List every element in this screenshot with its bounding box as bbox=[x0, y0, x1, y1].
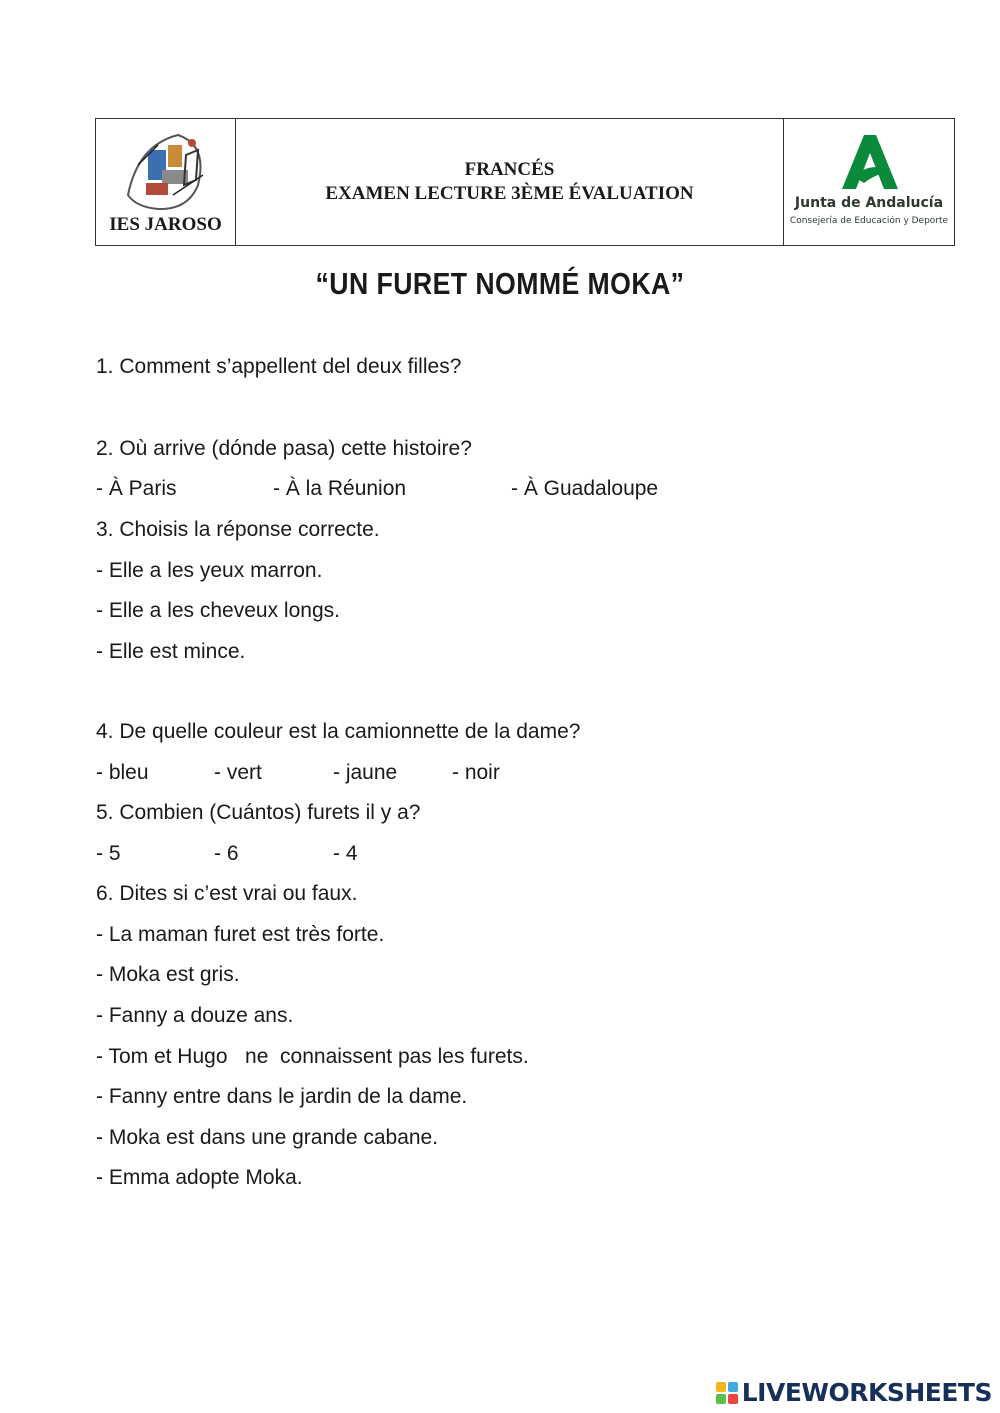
exam-title: EXAMEN LECTURE 3ÈME ÉVALUATION bbox=[325, 183, 694, 204]
q6-item: - Moka est gris. bbox=[96, 963, 240, 986]
q6-item: - Emma adopte Moka. bbox=[96, 1166, 303, 1189]
question-1: 1. Comment s’appellent del deux filles? bbox=[96, 355, 462, 378]
exam-title-cell bbox=[236, 119, 784, 245]
q2-option: - À Paris bbox=[96, 477, 177, 500]
q6-item: - Moka est dans une grande cabane. bbox=[96, 1126, 439, 1149]
school-name: IES JAROSO bbox=[109, 214, 222, 235]
subject-label: FRANCÉS bbox=[464, 159, 555, 180]
q5-option: - 5 bbox=[96, 842, 121, 865]
question-6: 6. Dites si c’est vrai ou faux. bbox=[96, 882, 358, 905]
question-2: 2. Où arrive (dónde pasa) cette histoire? bbox=[96, 437, 472, 460]
page-title: “UN FURET NOMMÉ MOKA” bbox=[315, 266, 685, 301]
q6-item: - La maman furet est très forte. bbox=[96, 923, 385, 946]
school-cell bbox=[96, 119, 236, 245]
school-logo-icon bbox=[118, 125, 214, 213]
question-4: 4. De quelle couleur est la camionnette de la dame? bbox=[96, 720, 581, 743]
q3-item: - Elle est mince. bbox=[96, 640, 246, 663]
junta-logo-icon bbox=[834, 131, 904, 193]
header-table bbox=[95, 118, 955, 246]
junta-name: Junta de Andalucía bbox=[794, 195, 944, 211]
q6-item: - Fanny entre dans le jardin de la dame. bbox=[96, 1085, 468, 1108]
q4-option: - bleu bbox=[96, 761, 149, 784]
q4-option: - noir bbox=[452, 761, 500, 784]
q4-option: - vert bbox=[214, 761, 262, 784]
question-3: 3. Choisis la réponse correcte. bbox=[96, 518, 380, 541]
q3-item: - Elle a les yeux marron. bbox=[96, 559, 323, 582]
question-5: 5. Combien (Cuántos) furets il y a? bbox=[96, 801, 421, 824]
q5-option: - 6 bbox=[214, 842, 239, 865]
junta-cell bbox=[784, 119, 954, 245]
liveworksheets-brand bbox=[716, 1378, 992, 1407]
liveworksheets-icon bbox=[716, 1382, 738, 1404]
q6-item: - Tom et Hugo ne connaissent pas les furets. bbox=[96, 1045, 529, 1068]
q3-item: - Elle a les cheveux longs. bbox=[96, 599, 340, 622]
q2-option: - À la Réunion bbox=[273, 477, 407, 500]
q5-option: - 4 bbox=[333, 842, 358, 865]
brand-name: LIVEWORKSHEETS bbox=[741, 1378, 992, 1407]
q6-item: - Fanny a douze ans. bbox=[96, 1004, 294, 1027]
q4-option: - jaune bbox=[333, 761, 398, 784]
q2-option: - À Guadaloupe bbox=[511, 477, 659, 500]
junta-subtitle: Consejería de Educación y Deporte bbox=[789, 216, 949, 226]
